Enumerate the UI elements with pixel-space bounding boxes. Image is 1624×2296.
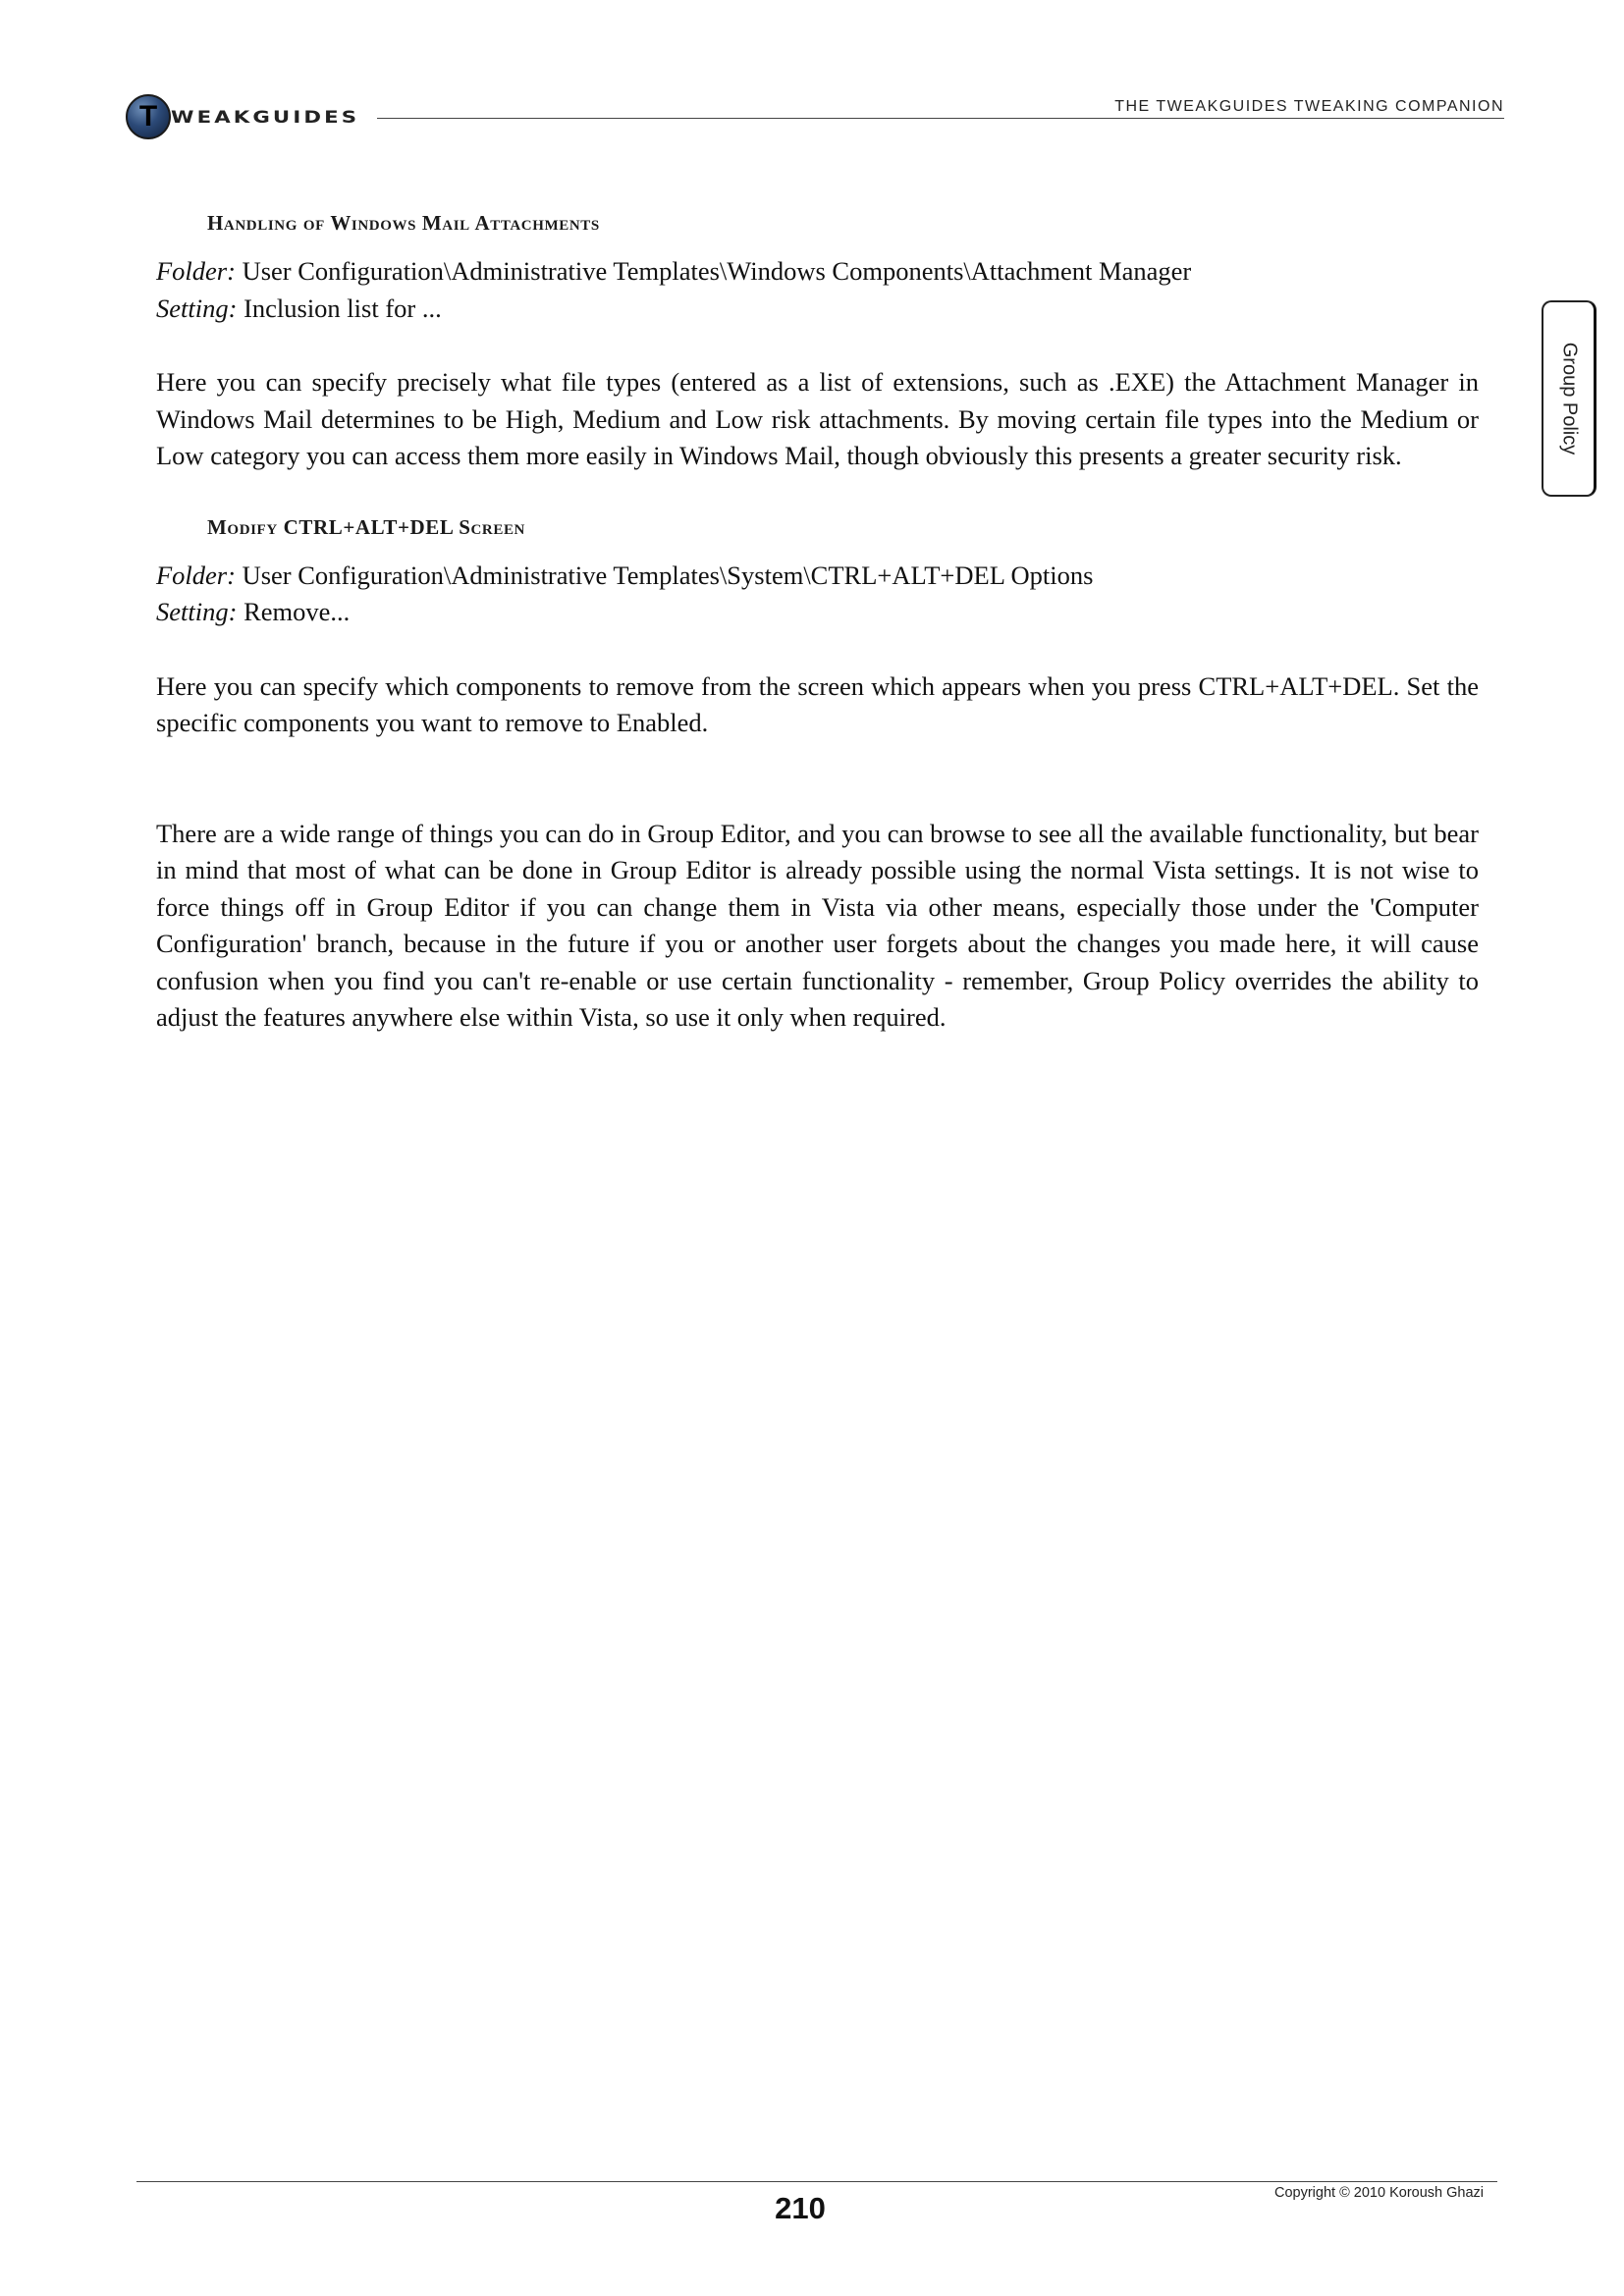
chapter-tab-label: Group Policy (1558, 342, 1580, 455)
closing-paragraph: There are a wide range of things you can do in Group Editor, and you can browse to see all the available functionality, but bear in mind that most of what can be done in Group Editor is already possible using the normal Vista settings. It is not wise to force things off in Group Editor if you can change them in Vista via other means, especially those under the 'Computer Configuration' branch, because in the future if you or another user forgets about the changes you made here, it will cause confusion when you find you can't re-enable or use certain functionality - remember, Group Policy overrides the ability to adjust the features anywhere else within Vista, so use it only when required. (156, 818, 1479, 1032)
header-divider (377, 118, 1504, 119)
setting-value: Remove... (237, 597, 351, 626)
folder-label: Folder: (156, 560, 236, 590)
document-title: THE TWEAKGUIDES TWEAKING COMPANION (1114, 98, 1504, 115)
folder-label: Folder: (156, 256, 236, 286)
setting-label: Setting: (156, 597, 238, 626)
folder-line (156, 253, 1479, 291)
logo-letter: T (138, 100, 158, 133)
logo-globe-icon (126, 94, 171, 139)
setting-line (156, 594, 1479, 631)
page-content (156, 209, 1479, 1037)
folder-path: User Configuration\Administrative Templates\Windows Components\Attachment Manager (235, 256, 1192, 286)
logo-text: WEAKGUIDES (171, 108, 360, 128)
section-heading: Modify CTRL+ALT+DEL Screen (207, 514, 525, 539)
page-header (126, 90, 1504, 145)
copyright-notice: Copyright © 2010 Koroush Ghazi (1274, 2185, 1484, 2201)
footer-divider (136, 2181, 1497, 2182)
folder-line (156, 558, 1479, 595)
setting-label: Setting: (156, 293, 238, 323)
folder-path: User Configuration\Administrative Templates\System\CTRL+ALT+DEL Options (235, 560, 1094, 590)
tweakguides-logo (126, 94, 361, 143)
section-paragraph: Here you can specify precisely what file types (entered as a list of extensions, such as .EXE) the Attachment Manager in Windows Mail determines to be High, Medium and Low risk attachments. By moving certain file types into the Medium or Low category you can access them more easily in Windows Mail, though obviously this presents a greater security risk. (156, 367, 1479, 470)
chapter-tab (1542, 300, 1597, 497)
section-ctrl-alt-del (156, 513, 1479, 742)
setting-value: Inclusion list for ... (237, 293, 442, 323)
page-number: 210 (775, 2191, 826, 2225)
setting-line (156, 291, 1479, 328)
section-heading: Handling of Windows Mail Attachments (207, 211, 600, 235)
section-attachments (156, 209, 1479, 475)
section-paragraph: Here you can specify which components to remove from the screen which appears when you press CTRL+ALT+DEL. Set the specific components you want to remove to Enabled. (156, 670, 1479, 737)
